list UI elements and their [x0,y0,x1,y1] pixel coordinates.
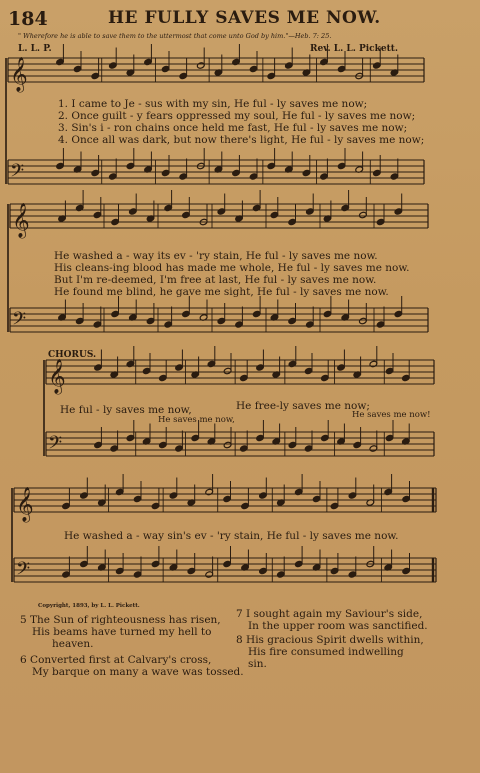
verse-line: heaven. [52,638,94,650]
svg-text:𝄞: 𝄞 [16,487,34,522]
verse-number: 5 [20,614,27,626]
svg-text:𝄢: 𝄢 [12,309,27,334]
verse-6 [20,654,244,678]
verse-line: His gracious Spirit dwells within, [246,634,424,646]
svg-text:𝄞: 𝄞 [12,203,30,238]
chorus-lyric: He free-ly saves me now; [236,400,370,412]
lyric-line: He washed a - way its ev - 'ry stain, He ful - ly saves me now. [54,250,378,262]
chorus-lyric: He ful - ly saves me now, [60,404,192,416]
verse-8 [236,634,424,670]
chorus-lyric: He washed a - way sin's ev - 'ry stain, He ful - ly saves me now. [64,530,399,542]
lyric-line: 4. Once all was dark, but now there's light, He ful - ly saves me now; [58,134,425,146]
svg-text:𝄞: 𝄞 [10,57,28,92]
verse-line: I sought again my Saviour's side, [246,608,423,620]
verse-number: 8 [236,634,243,646]
verse-line: In the upper room was sanctified. [248,620,428,632]
author-credit: Rev. L. L. Pickett. [310,44,399,54]
svg-text:𝄞: 𝄞 [48,359,66,394]
lyric-line: 3. Sin's i - ron chains once held me fast, He ful - ly saves me now; [58,122,408,134]
verse-line: His beams have turned my hell to [32,626,212,638]
lyric-line: But I'm re-deemed, I'm free at last, He ful - ly saves me now. [54,274,377,286]
verse-line: Converted first at Calvary's cross, [30,654,212,666]
chorus-label: CHORUS. [48,350,97,360]
chorus-alto-lyric: He saves me now! [352,410,431,420]
copyright-notice: Copyright, 1893, by L. L. Pickett. [38,603,140,609]
lyric-line: His cleans-ing blood has made me whole, He ful - ly saves me now. [54,262,410,274]
hymn-number: 184 [8,8,48,30]
verse-line: The Sun of righteousness has risen, [30,614,221,626]
verse-7 [236,608,428,632]
scripture-epigraph: " Wherefore he is able to save them to the uttermost that come unto God by him."—Heb. 7: 25. [18,32,332,40]
svg-text:𝄢: 𝄢 [10,161,25,186]
verse-number: 6 [20,654,27,666]
verse-5 [20,614,221,650]
verse-line: His fire consumed indwelling [248,646,404,658]
verse-number: 7 [236,608,243,620]
lyric-line: 1. I came to Je - sus with my sin, He ful - ly saves me now; [58,98,368,110]
svg-text:𝄢: 𝄢 [16,559,31,584]
lyric-line: 2. Once guilt - y fears oppressed my soul, He ful - ly saves me now; [58,110,416,122]
verse-line: My barque on many a wave was tossed. [32,666,244,678]
tempo-mark: L. L. P. [18,44,52,54]
chorus-alto-lyric: He saves me now, [158,415,235,425]
verse-line: sin. [248,658,267,670]
hymn-title: HE FULLY SAVES ME NOW. [108,8,381,28]
svg-text:𝄢: 𝄢 [48,433,63,458]
lyric-line: He found me blind, he gave me sight, He ful - ly saves me now. [54,286,389,298]
